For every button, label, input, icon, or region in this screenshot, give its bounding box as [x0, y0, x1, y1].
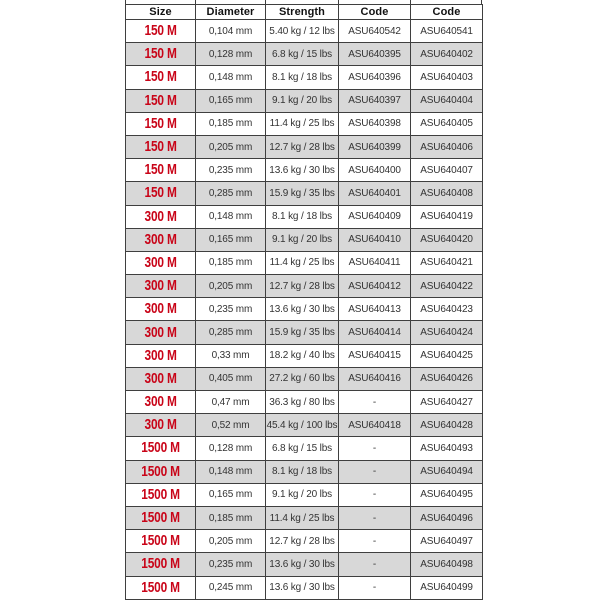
table-row [126, 66, 483, 89]
diameter-cell: 0,245 mm [196, 576, 266, 600]
code-cell: - [339, 506, 411, 529]
size-label: 1500 M [141, 510, 180, 527]
size-label: 1500 M [141, 533, 180, 550]
code-cell: - [339, 530, 411, 553]
diameter-cell: 0,185 mm [196, 506, 266, 529]
table-row [126, 460, 483, 483]
code-cell: ASU640499 [411, 576, 483, 600]
diameter-cell: 0,128 mm [196, 437, 266, 460]
strength-cell: 36.3 kg / 80 lbs [266, 391, 339, 414]
size-label: 300 M [144, 394, 177, 411]
code-cell: ASU640402 [411, 43, 483, 66]
code-cell: ASU640425 [411, 344, 483, 367]
code-cell: ASU640428 [411, 414, 483, 437]
table-row [126, 135, 483, 158]
code-cell: ASU640418 [339, 414, 411, 437]
code-cell: ASU640495 [411, 483, 483, 506]
size-cell [126, 460, 196, 483]
table-row [126, 344, 483, 367]
size-cell [126, 205, 196, 228]
diameter-cell: 0,47 mm [196, 391, 266, 414]
size-label: 150 M [144, 139, 177, 156]
code-cell: ASU640403 [411, 66, 483, 89]
diameter-cell: 0,185 mm [196, 251, 266, 274]
size-label: 150 M [144, 115, 177, 132]
size-label: 150 M [144, 162, 177, 179]
code-cell: ASU640422 [411, 275, 483, 298]
code-cell: ASU640494 [411, 460, 483, 483]
code-cell: ASU640427 [411, 391, 483, 414]
table-row [126, 483, 483, 506]
table-row [126, 391, 483, 414]
strength-cell: 27.2 kg / 60 lbs [266, 367, 339, 390]
code-cell: - [339, 483, 411, 506]
diameter-cell: 0,165 mm [196, 89, 266, 112]
code-cell: ASU640410 [339, 228, 411, 251]
code-cell: ASU640415 [339, 344, 411, 367]
code-cell: ASU640406 [411, 135, 483, 158]
size-cell [126, 483, 196, 506]
size-cell [126, 66, 196, 89]
size-label: 150 M [144, 46, 177, 63]
code-cell: ASU640493 [411, 437, 483, 460]
size-label: 300 M [144, 370, 177, 387]
code-cell: ASU640424 [411, 321, 483, 344]
table-row [126, 159, 483, 182]
strength-cell: 13.6 kg / 30 lbs [266, 159, 339, 182]
code-cell: ASU640416 [339, 367, 411, 390]
table-row [126, 506, 483, 529]
code-cell: ASU640498 [411, 553, 483, 576]
table-row [126, 576, 483, 600]
size-label: 1500 M [141, 556, 180, 573]
strength-cell: 13.6 kg / 30 lbs [266, 298, 339, 321]
code-cell: - [339, 576, 411, 600]
size-label: 1500 M [141, 463, 180, 480]
size-cell [126, 275, 196, 298]
header-diameter: Diameter [196, 5, 266, 20]
code-cell: ASU640395 [339, 43, 411, 66]
size-cell [126, 135, 196, 158]
strength-cell: 11.4 kg / 25 lbs [266, 251, 339, 274]
code-cell: ASU640497 [411, 530, 483, 553]
code-cell: ASU640404 [411, 89, 483, 112]
diameter-cell: 0,205 mm [196, 275, 266, 298]
diameter-cell: 0,405 mm [196, 367, 266, 390]
size-label: 300 M [144, 208, 177, 225]
diameter-cell: 0,148 mm [196, 205, 266, 228]
diameter-cell: 0,205 mm [196, 530, 266, 553]
table-row [126, 367, 483, 390]
diameter-cell: 0,128 mm [196, 43, 266, 66]
size-cell [126, 576, 196, 600]
size-cell [126, 391, 196, 414]
table-row [126, 275, 483, 298]
spec-table [125, 4, 483, 600]
code-cell: ASU640411 [339, 251, 411, 274]
strength-cell: 45.4 kg / 100 lbs [266, 414, 339, 437]
size-cell [126, 228, 196, 251]
strength-cell: 11.4 kg / 25 lbs [266, 112, 339, 135]
diameter-cell: 0,235 mm [196, 159, 266, 182]
size-label: 150 M [144, 23, 177, 40]
strength-cell: 6.8 kg / 15 lbs [266, 43, 339, 66]
table-row [126, 251, 483, 274]
strength-cell: 8.1 kg / 18 lbs [266, 460, 339, 483]
table-row [126, 530, 483, 553]
code-cell: ASU640426 [411, 367, 483, 390]
strength-cell: 9.1 kg / 20 lbs [266, 89, 339, 112]
strength-cell: 8.1 kg / 18 lbs [266, 205, 339, 228]
size-cell [126, 298, 196, 321]
size-cell [126, 506, 196, 529]
diameter-cell: 0,205 mm [196, 135, 266, 158]
code-cell: ASU640412 [339, 275, 411, 298]
code-cell: ASU640399 [339, 135, 411, 158]
code-cell: ASU640397 [339, 89, 411, 112]
diameter-cell: 0,285 mm [196, 182, 266, 205]
diameter-cell: 0,148 mm [196, 460, 266, 483]
size-cell [126, 20, 196, 43]
size-label: 1500 M [141, 440, 180, 457]
code-cell: ASU640408 [411, 182, 483, 205]
size-label: 1500 M [141, 486, 180, 503]
code-cell: ASU640400 [339, 159, 411, 182]
strength-cell: 5.40 kg / 12 lbs [266, 20, 339, 43]
size-label: 150 M [144, 69, 177, 86]
size-label: 300 M [144, 278, 177, 295]
size-cell [126, 251, 196, 274]
table-row [126, 298, 483, 321]
strength-cell: 15.9 kg / 35 lbs [266, 321, 339, 344]
size-label: 300 M [144, 324, 177, 341]
size-label: 1500 M [141, 579, 180, 596]
strength-cell: 9.1 kg / 20 lbs [266, 228, 339, 251]
diameter-cell: 0,165 mm [196, 228, 266, 251]
header-strength: Strength [266, 5, 339, 20]
size-label: 150 M [144, 185, 177, 202]
size-label: 300 M [144, 254, 177, 271]
code-cell: ASU640419 [411, 205, 483, 228]
table-row [126, 228, 483, 251]
code-cell: - [339, 553, 411, 576]
table-row [126, 20, 483, 43]
size-cell [126, 182, 196, 205]
code-cell: ASU640409 [339, 205, 411, 228]
diameter-cell: 0,185 mm [196, 112, 266, 135]
size-cell [126, 437, 196, 460]
code-cell: ASU640398 [339, 112, 411, 135]
header-code-1: Code [339, 5, 411, 20]
size-cell [126, 553, 196, 576]
size-label: 300 M [144, 231, 177, 248]
code-cell: ASU640542 [339, 20, 411, 43]
strength-cell: 12.7 kg / 28 lbs [266, 135, 339, 158]
table-row [126, 414, 483, 437]
table-row [126, 112, 483, 135]
diameter-cell: 0,148 mm [196, 66, 266, 89]
table-row [126, 43, 483, 66]
code-cell: ASU640496 [411, 506, 483, 529]
code-cell: ASU640405 [411, 112, 483, 135]
code-cell: ASU640414 [339, 321, 411, 344]
strength-cell: 12.7 kg / 28 lbs [266, 530, 339, 553]
diameter-cell: 0,33 mm [196, 344, 266, 367]
header-size: Size [126, 5, 196, 20]
code-cell: - [339, 391, 411, 414]
size-cell [126, 159, 196, 182]
size-cell [126, 344, 196, 367]
size-label: 150 M [144, 92, 177, 109]
code-cell: - [339, 460, 411, 483]
diameter-cell: 0,285 mm [196, 321, 266, 344]
table-row [126, 437, 483, 460]
code-cell: ASU640396 [339, 66, 411, 89]
size-label: 300 M [144, 301, 177, 318]
table-row [126, 321, 483, 344]
diameter-cell: 0,235 mm [196, 553, 266, 576]
strength-cell: 6.8 kg / 15 lbs [266, 437, 339, 460]
size-cell [126, 112, 196, 135]
size-cell [126, 530, 196, 553]
table-body [126, 20, 483, 600]
strength-cell: 13.6 kg / 30 lbs [266, 576, 339, 600]
diameter-cell: 0,52 mm [196, 414, 266, 437]
code-cell: ASU640401 [339, 182, 411, 205]
diameter-cell: 0,165 mm [196, 483, 266, 506]
code-cell: ASU640420 [411, 228, 483, 251]
code-cell: - [339, 437, 411, 460]
size-cell [126, 43, 196, 66]
table-row [126, 553, 483, 576]
size-cell [126, 414, 196, 437]
code-cell: ASU640413 [339, 298, 411, 321]
code-cell: ASU640541 [411, 20, 483, 43]
strength-cell: 15.9 kg / 35 lbs [266, 182, 339, 205]
table-row [126, 89, 483, 112]
code-cell: ASU640407 [411, 159, 483, 182]
header-code-2: Code [411, 5, 483, 20]
strength-cell: 9.1 kg / 20 lbs [266, 483, 339, 506]
strength-cell: 11.4 kg / 25 lbs [266, 506, 339, 529]
strength-cell: 18.2 kg / 40 lbs [266, 344, 339, 367]
size-cell [126, 321, 196, 344]
strength-cell: 13.6 kg / 30 lbs [266, 553, 339, 576]
strength-cell: 12.7 kg / 28 lbs [266, 275, 339, 298]
code-cell: ASU640421 [411, 251, 483, 274]
size-label: 300 M [144, 347, 177, 364]
diameter-cell: 0,235 mm [196, 298, 266, 321]
table-row [126, 205, 483, 228]
size-cell [126, 367, 196, 390]
size-cell [126, 89, 196, 112]
header-row [126, 5, 483, 20]
strength-cell: 8.1 kg / 18 lbs [266, 66, 339, 89]
diameter-cell: 0,104 mm [196, 20, 266, 43]
table-row [126, 182, 483, 205]
size-label: 300 M [144, 417, 177, 434]
code-cell: ASU640423 [411, 298, 483, 321]
